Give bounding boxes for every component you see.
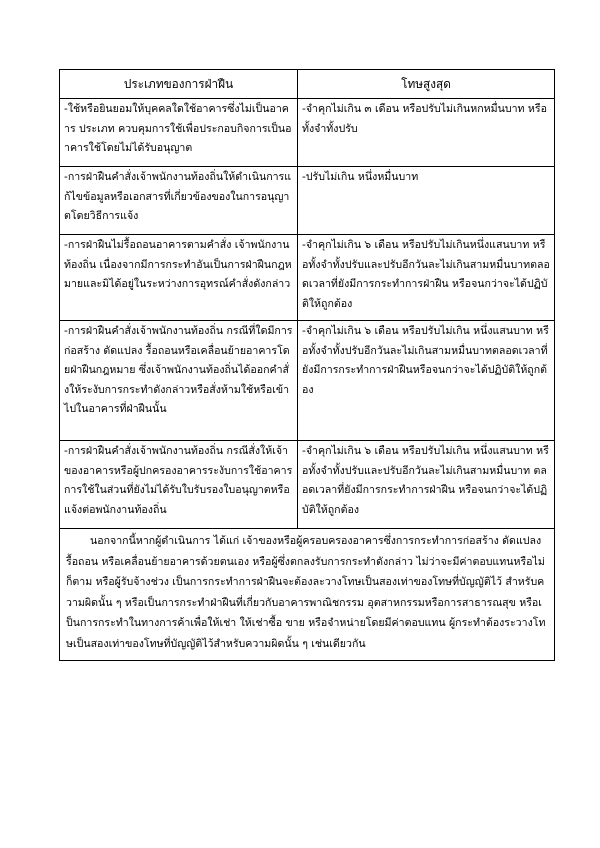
penalty-cell: -ปรับไม่เกิน หนึ่งหมื่นบาท xyxy=(298,167,555,235)
table-row xyxy=(60,321,555,441)
header-violation-type: ประเภทของการฝ่าฝืน xyxy=(60,70,298,99)
note-row xyxy=(60,529,555,661)
penalty-table xyxy=(59,69,555,661)
violation-cell: -การฝ่าฝืนคำสั่งเจ้าพนักงานท้องถิ่น กรณีที่ใดมีการก่อสร้าง ดัดแปลง รื้อถอนหรือเคลื่อนย้ายอาคารโดยฝ่าฝืนกฎหมาย ซึ่งเจ้าพนักงานท้องถิ่นได้ออกคำสั่งให้ระงับการกระทำดังกล่าวหรือสั่งห้ามใช้หรือเข้าไปในอาคารที่ฝ่าฝืนนั้น xyxy=(60,321,298,441)
note-paragraph: นอกจากนี้หากผู้ดำเนินการ ได้แก่ เจ้าของหรือผู้ครอบครองอาคารซึ่งการกระทำการก่อสร้าง ดัดแปลง รื้อถอน หรือเคลื่อนย้ายอาคารด้วยตนเอง หรือผู้ซึ่งตกลงรับการกระทำดังกล่าว ไม่ว่าจะมีค่าตอบแทนหรือไม่ก็ตาม หรือผู้รับจ้างช่วง เป็นการกระทำการฝ่าฝืนจะต้องละวางโทษเป็นสองเท่าของโทษที่บัญญัติไว้ สำหรับความผิดนั้น ๆ หรือเป็นการกระทำฝ่าฝืนที่เกี่ยวกับอาคารพาณิชกรรม อุตสาหกรรมหรือการสาธารณสุข หรือเป็นการกระทำในทางการค้าเพื่อให้เช่า ให้เช่าซื้อ ขาย หรือจำหน่ายโดยมีค่าตอบแทน ผู้กระทำต้องระวางโทษเป็นสองเท่าของโทษที่บัญญัติไว้สำหรับความผิดนั้น ๆ เช่นเดียวกัน xyxy=(60,529,555,661)
table-row xyxy=(60,235,555,321)
penalty-cell: -จำคุกไม่เกิน ๖ เดือน หรือปรับไม่เกิน หนึ่งแสนบาท หรือทั้งจำทั้งปรับและปรับอีกวันละไม่เกินสามหมื่นบาท ตลอดเวลาที่ยังมีการกระทำการฝ่าฝืน หรือจนกว่าจะได้ปฏิบัติให้ถูกต้อง xyxy=(298,441,555,529)
table-row xyxy=(60,99,555,167)
table-row xyxy=(60,441,555,529)
violation-cell: -การฝ่าฝืนไม่รื้อถอนอาคารตามคำสั่ง เจ้าพนักงานท้องถิ่น เนื่องจากมีการกระทำอันเป็นการฝ่าฝืนกฎหมายและมิได้อยู่ในระหว่างการอุทรณ์คำสั่งดังกล่าว xyxy=(60,235,298,321)
violation-cell: -ใช้หรือยินยอมให้บุคคลใดใช้อาคารซึ่งไม่เป็นอาคาร ประเภท ควบคุมการใช้เพื่อประกอบกิจการเป็นอาคารใช้โดยไม่ได้รับอนุญาต xyxy=(60,99,298,167)
penalty-cell: -จำคุกไม่เกิน ๖ เดือน หรือปรับไม่เกินหนึ่งแสนบาท หรือทั้งจำทั้งปรับและปรับอีกวันละไม่เกินสามหมื่นบาทตลอดเวลาที่ยังมีการกระทำการฝ่าฝืน หรือจนกว่าจะได้ปฏิบัติให้ถูกต้อง xyxy=(298,235,555,321)
penalty-cell: -จำคุกไม่เกิน ๖ เดือน หรือปรับไม่เกิน หนึ่งแสนบาท หรือทั้งจำทั้งปรับอีกวันละไม่เกินสามหมื่นบาทตลอดเวลาที่ยังมีการกระทำการฝ่าฝืนหรือจนกว่าจะได้ปฏิบัติให้ถูกต้อง xyxy=(298,321,555,441)
violation-cell: -การฝ่าฝืนคำสั่งเจ้าพนักงานท้องถิ่น กรณีสั่งให้เจ้าของอาคารหรือผู้ปกครองอาคารระงับการใช้อาคาร การใช้ในส่วนที่ยังไม่ได้รับใบรับรองใบอนุญาตหรือแจ้งต่อพนักงานท้องถิ่น xyxy=(60,441,298,529)
table-header-row xyxy=(60,70,555,99)
penalty-cell: -จำคุกไม่เกิน ๓ เดือน หรือปรับไม่เกินหกหมื่นบาท หรือทั้งจำทั้งปรับ xyxy=(298,99,555,167)
violation-cell: -การฝ่าฝืนคำสั่งเจ้าพนักงานท้องถิ่นให้ดำเนินการแก้ไขข้อมูลหรือเอกสารที่เกี่ยวข้องของในการอนุญาตโดยวิธีการแจ้ง xyxy=(60,167,298,235)
table-row xyxy=(60,167,555,235)
header-max-penalty: โทษสูงสุด xyxy=(298,70,555,99)
